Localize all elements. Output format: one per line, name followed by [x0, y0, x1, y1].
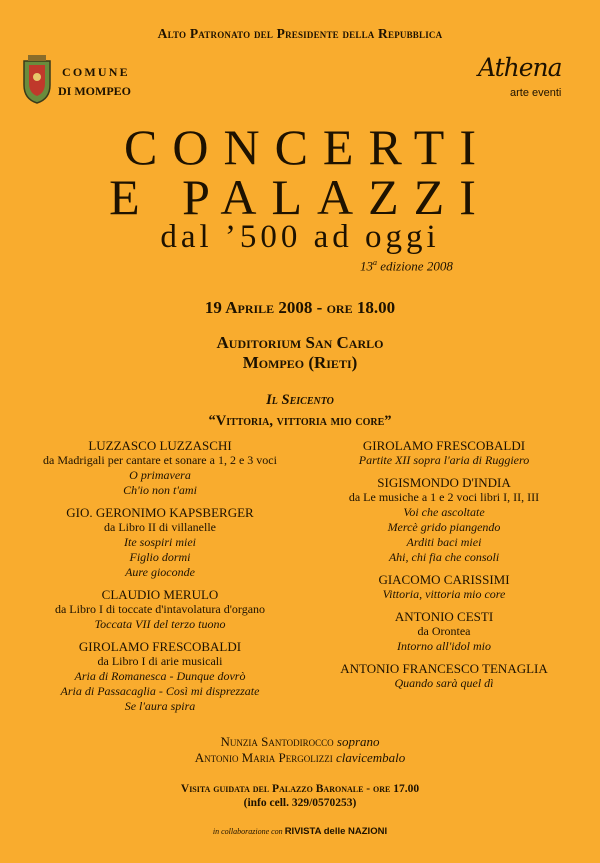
patronage-line: Alto Patronato del Presidente della Repubblica: [157, 26, 443, 41]
work-title: Se l'aura spira: [124, 699, 196, 713]
work-title: Aria di Romanesca - Dunque dovrò: [74, 669, 246, 683]
work-title: Arditi baci miei: [406, 535, 482, 549]
work-title: Mercè grido piangendo: [387, 520, 501, 534]
composer-gap: [290, 602, 598, 609]
venue-name: Auditorium San Carlo: [216, 333, 384, 352]
composer-name: GIACOMO CARISSIMI: [378, 572, 510, 587]
composer-gap: [290, 654, 598, 661]
info-phone: (info cell. 329/0570253): [243, 797, 357, 809]
composer-name: CLAUDIO MERULO: [101, 587, 219, 602]
publisher-logo: RIVISTA delle NAZIONI: [284, 826, 388, 837]
performer-role: clavicembalo: [335, 750, 406, 765]
edition-superscript: a: [373, 258, 377, 267]
composer-gap: [290, 565, 598, 572]
performer-1: [0, 734, 600, 750]
work-title: Aria di Passacaglia - Così mi disprezzate: [60, 684, 260, 698]
work-source: da Libro II di villanelle: [104, 520, 216, 534]
program-subtitle: “Vittoria, vittoria mio core”: [208, 413, 392, 429]
work-title: Quando sarà quel dì: [394, 676, 494, 690]
composer-block: [0, 587, 320, 632]
municipal-crest-icon: [20, 55, 54, 105]
work-title: Toccata VII del terzo tuono: [94, 617, 226, 631]
work-source: da Orontea: [417, 624, 471, 638]
composer-name: ANTONIO CESTI: [394, 609, 494, 624]
composer-block: [0, 438, 320, 498]
edition-text: edizione 2008: [377, 258, 453, 274]
composer-block: [0, 505, 320, 580]
comune-label: COMUNE: [62, 65, 130, 79]
performer-name: Antonio Maria Pergolizzi: [194, 750, 333, 765]
composer-name: SIGISMONDO D'INDIA: [377, 475, 511, 490]
work-title: Partite XII sopra l'aria di Ruggiero: [358, 453, 530, 467]
performer-role: soprano: [336, 734, 380, 749]
work-title: Figlio dormi: [129, 550, 191, 564]
venue-location: Mompeo (Rieti): [242, 353, 358, 372]
work-title: Vittoria, vittoria mio core: [382, 587, 506, 601]
work-title: Ite sospiri miei: [124, 535, 196, 549]
composer-name: GIROLAMO FRESCOBALDI: [78, 639, 242, 654]
work-title: O primavera: [129, 468, 191, 482]
composer-block: [0, 639, 320, 714]
title-line-3: dal ’500 ad oggi: [160, 219, 440, 255]
work-title: Intorno all'idol mio: [397, 639, 491, 653]
comune-name: DI MOMPEO: [58, 84, 131, 98]
performer-name: Nunzia Santodirocco: [220, 734, 334, 749]
title-line-1: CONCERTI: [124, 119, 491, 175]
edition-number: 13: [360, 258, 373, 274]
work-source: da Le musiche a 1 e 2 voci libri I, II, III: [348, 490, 540, 504]
performer-2: [0, 750, 600, 766]
collaboration-line: [0, 826, 600, 837]
work-title: Aure gioconde: [125, 565, 195, 579]
composer-name: GIO. GERONIMO KAPSBERGER: [66, 505, 254, 520]
work-source: da Libro I di toccate d'intavolatura d'organo: [54, 602, 266, 616]
program-left-column: [0, 438, 320, 714]
composer-name: LUZZASCO LUZZASCHI: [88, 438, 232, 453]
composer-gap: [290, 468, 598, 475]
composer-block: [290, 475, 598, 565]
composer-block: [290, 609, 598, 654]
composer-block: [290, 661, 598, 691]
event-date: 19 Aprile 2008 - ore 18.00: [204, 298, 396, 317]
program-section: Il Seicento: [266, 392, 334, 408]
composer-gap: [0, 498, 320, 505]
work-title: Ahi, chi fia che consoli: [388, 550, 500, 564]
work-title: Voi che ascoltate: [403, 505, 485, 519]
composer-name: ANTONIO FRANCESCO TENAGLIA: [340, 661, 548, 676]
work-source: da Libro I di arie musicali: [97, 654, 223, 668]
guided-visit: Visita guidata del Palazzo Baronale - ore 17.00: [180, 783, 420, 795]
program-right-column: [290, 438, 598, 691]
composer-gap: [0, 580, 320, 587]
collab-prefix: in collaborazione con: [212, 827, 283, 836]
work-title: Ch'io non t'ami: [123, 483, 197, 497]
work-source: da Madrigali per cantare et sonare a 1, 2 e 3 voci: [43, 453, 277, 467]
composer-name: GIROLAMO FRESCOBALDI: [362, 438, 526, 453]
composer-gap: [0, 632, 320, 639]
composer-block: [290, 572, 598, 602]
edition-label: [360, 258, 453, 274]
title-line-2: E PALAZZI: [109, 169, 491, 225]
composer-block: [290, 438, 598, 468]
athena-logo: Athena: [478, 53, 562, 82]
athena-subtitle: arte eventi: [510, 87, 562, 99]
